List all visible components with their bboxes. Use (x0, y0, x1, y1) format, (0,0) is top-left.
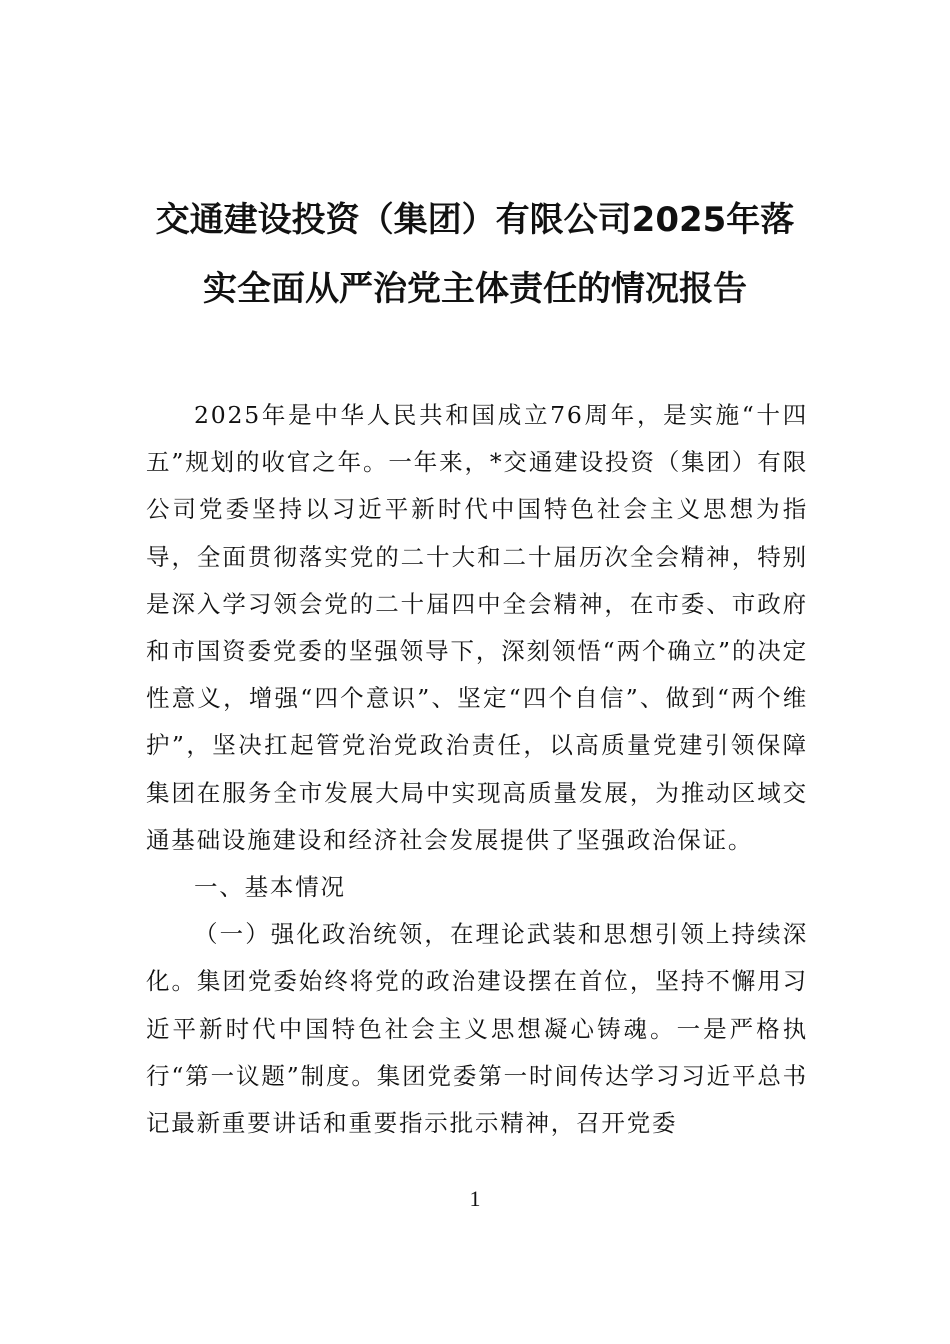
document-body (146, 392, 808, 1147)
section-1-1-paragraph: （一）强化政治统领，在理论武装和思想引领上持续深化。集团党委始终将党的政治建设摆在首位，坚持不懈用习近平新时代中国特色社会主义思想凝心铸魂。一是严格执行“第一议题”制度。集团党委第一时间传达学习习近平总书记最新重要讲话和重要指示批示精神，召开党委 (146, 920, 808, 1138)
document-title (140, 186, 810, 324)
title-line-2: 实全面从严治党主体责任的情况报告 (203, 269, 747, 309)
intro-paragraph: 2025年是中华人民共和国成立76周年，是实施“十四五”规划的收官之年。一年来，*交通建设投资（集团）有限公司党委坚持以习近平新时代中国特色社会主义思想为指导，全面贯彻落实党的二十大和二十届历次全会精神，特别是深入学习领会党的二十届四中全会精神，在市委、市政府和市国资委党委的坚强领导下，深刻领悟“两个确立”的决定性意义，增强“四个意识”、坚定“四个自信”、做到“两个维护”，坚决扛起管党治党政治责任，以高质量党建引领保障集团在服务全市发展大局中实现高质量发展，为推动区域交通基础设施建设和经济社会发展提供了坚强政治保证。 (146, 401, 808, 854)
title-line-1: 交通建设投资（集团）有限公司2025年落 (155, 200, 795, 240)
page-number: 1 (469, 1186, 481, 1211)
section-heading-basic-situation: 一、基本情况 (194, 873, 346, 902)
